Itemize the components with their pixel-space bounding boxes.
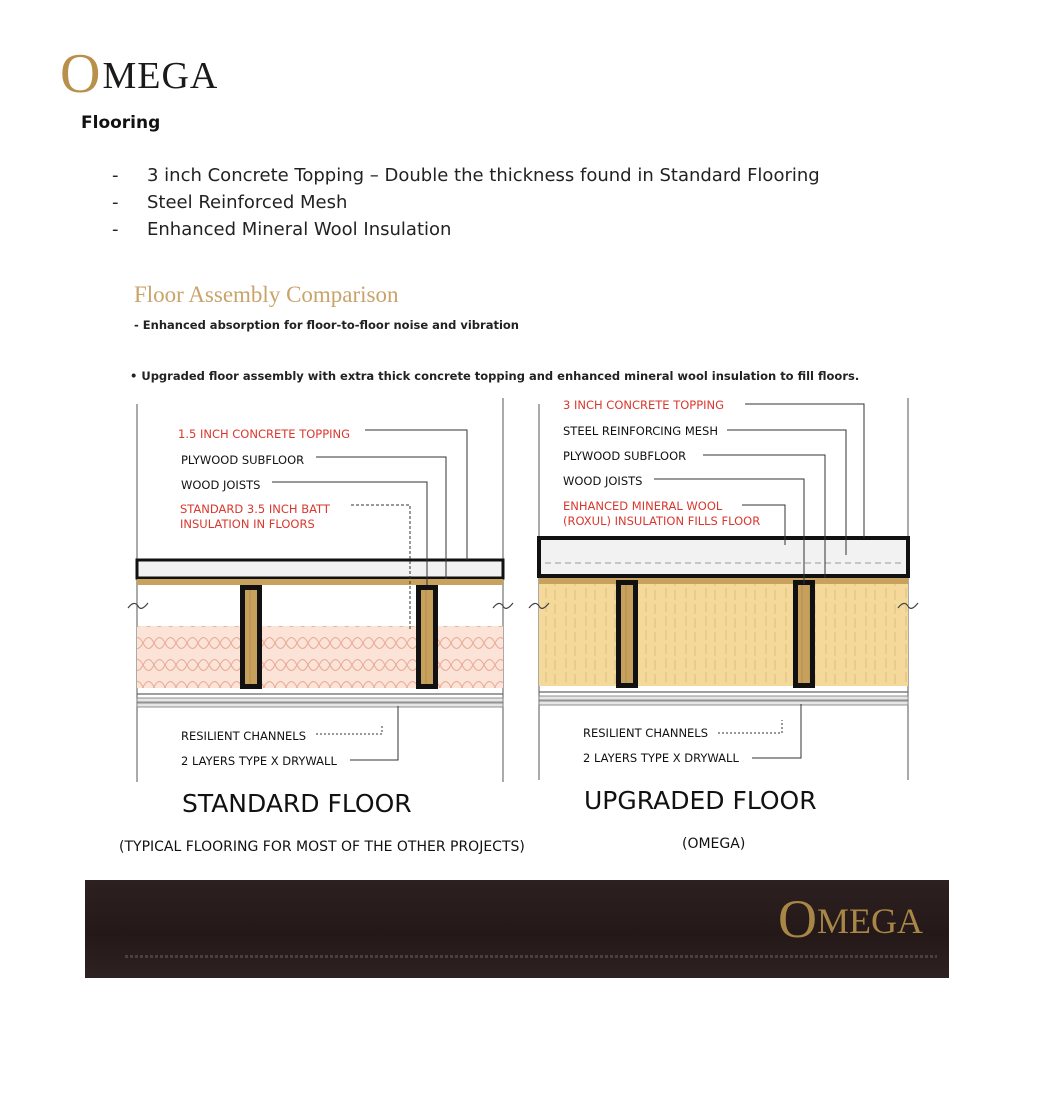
concrete-topping: [137, 560, 503, 578]
floor-assembly-diagram: [0, 390, 1039, 810]
upgraded-floor-subtitle: (OMEGA): [682, 836, 746, 852]
bullet-marker: -: [112, 219, 119, 240]
drywall-layer: [539, 701, 908, 705]
bullet-marker: -: [112, 192, 119, 213]
label-insulation-2: (ROXUL) INSULATION FILLS FLOOR: [563, 514, 761, 528]
label-insulation-1: ENHANCED MINERAL WOOL: [563, 499, 723, 513]
banner-fine-print: [125, 955, 937, 958]
omega-logo: [60, 42, 218, 106]
upgraded-floor-title: UPGRADED FLOOR: [584, 786, 817, 815]
label-channels: RESILIENT CHANNELS: [583, 726, 709, 740]
list-item: [112, 189, 820, 216]
comparison-line-2: • Upgraded floor assembly with extra thick concrete topping and enhanced mineral wool insulation to fill floors.: [130, 369, 860, 383]
logo-initial: O: [60, 43, 102, 105]
label-topping: 1.5 INCH CONCRETE TOPPING: [178, 427, 351, 441]
bullet-text: Steel Reinforced Mesh: [147, 192, 348, 213]
drywall-layer: [539, 696, 908, 700]
footer-banner: [85, 880, 949, 978]
label-drywall: 2 LAYERS TYPE X DRYWALL: [583, 751, 739, 765]
label-subfloor: PLYWOOD SUBFLOOR: [563, 449, 687, 463]
upgraded-floor-diagram: [529, 398, 918, 780]
bullet-text: Enhanced Mineral Wool Insulation: [147, 219, 452, 240]
label-drywall: 2 LAYERS TYPE X DRYWALL: [181, 754, 337, 768]
wood-joist-core: [798, 585, 810, 683]
mineral-wool-insulation: [539, 584, 908, 686]
batt-insulation: [137, 626, 503, 688]
bullet-marker: -: [112, 165, 119, 186]
feature-list: [112, 162, 820, 243]
wood-joist-core: [421, 590, 433, 684]
comparison-title: Floor Assembly Comparison: [134, 282, 399, 307]
wood-joist-core: [245, 590, 257, 684]
banner-logo-initial: O: [778, 889, 817, 949]
standard-floor-subtitle: (TYPICAL FLOORING FOR MOST OF THE OTHER PROJECTS): [119, 839, 525, 855]
banner-logo-rest: MEGA: [817, 901, 923, 941]
label-channels: RESILIENT CHANNELS: [181, 729, 307, 743]
bullet-text: 3 inch Concrete Topping – Double the thickness found in Standard Flooring: [147, 165, 820, 186]
label-joists: WOOD JOISTS: [181, 478, 261, 492]
concrete-topping: [539, 538, 908, 576]
label-insulation-2: INSULATION IN FLOORS: [180, 517, 315, 531]
label-topping: 3 INCH CONCRETE TOPPING: [563, 398, 725, 412]
standard-floor-title: STANDARD FLOOR: [182, 789, 412, 818]
label-insulation-1: STANDARD 3.5 INCH BATT: [180, 502, 330, 516]
comparison-line-1: - Enhanced absorption for floor-to-floor noise and vibration: [134, 318, 519, 332]
drywall-layer: [137, 698, 503, 702]
wood-joist-core: [621, 585, 633, 683]
label-mesh: STEEL REINFORCING MESH: [563, 424, 718, 438]
plywood-subfloor: [539, 578, 908, 584]
list-item: [112, 216, 820, 243]
standard-floor-diagram: [128, 398, 513, 782]
label-subfloor: PLYWOOD SUBFLOOR: [181, 453, 305, 467]
section-title: Flooring: [81, 113, 161, 133]
plywood-subfloor: [137, 579, 503, 585]
drywall-layer: [137, 703, 503, 707]
list-item: [112, 162, 820, 189]
break-mark: [128, 603, 148, 608]
logo-rest: MEGA: [102, 55, 219, 97]
banner-logo: [778, 888, 923, 950]
label-joists: WOOD JOISTS: [563, 474, 643, 488]
